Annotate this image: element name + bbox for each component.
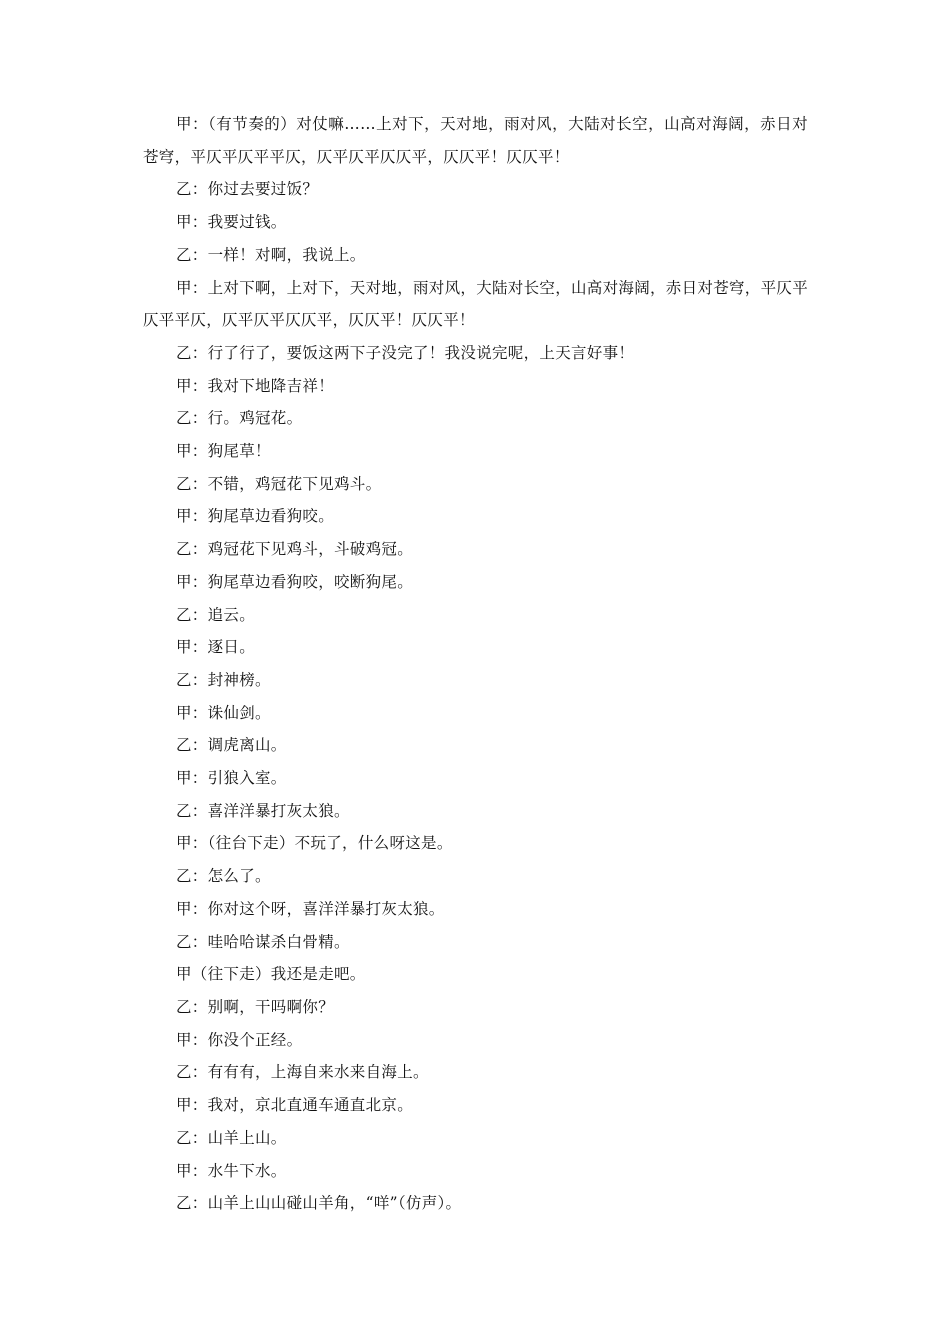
dialogue-line: 甲：诛仙剑。	[176, 703, 271, 722]
dialogue-line: 乙：你过去要过饭？	[176, 180, 319, 199]
dialogue-line: 乙：追云。	[176, 605, 256, 624]
dialogue-line: 乙：有有有，上海自来水来自海上。	[176, 1063, 429, 1082]
dialogue-line: 甲：（往台下走）不玩了，什么呀这是。	[176, 834, 453, 853]
dialogue-line: 乙：别啊，干吗啊你？	[176, 997, 335, 1016]
dialogue-line: 乙：一样！对啊，我说上。	[176, 245, 366, 264]
dialogue-line: 甲：你对这个呀，喜洋洋暴打灰太狼。	[176, 899, 445, 918]
dialogue-line: 乙：行。鸡冠花。	[176, 409, 303, 428]
dialogue-line: 乙：调虎离山。	[176, 736, 287, 755]
dialogue-line: 甲（往下走）我还是走吧。	[176, 965, 366, 984]
document-body	[143, 108, 808, 1220]
dialogue-line: 甲：我要过钱。	[176, 213, 287, 232]
dialogue-line: 乙：山羊上山。	[176, 1128, 287, 1147]
dialogue-line: 甲：水牛下水。	[176, 1161, 287, 1180]
dialogue-line: 乙：封神榜。	[176, 670, 271, 689]
dialogue-line: 乙：行了行了，要饭这两下子没完了！我没说完呢，上天言好事！	[176, 343, 635, 362]
dialogue-line: 甲：狗尾草边看狗咬，咬断狗尾。	[176, 572, 414, 591]
dialogue-line: 甲：（有节奏的）对仗嘛……上对下，天对地，雨对风，大陆对长空，山高对海阔，赤日对苍穹，平仄平仄平平仄，仄平仄平仄仄平，仄仄平！仄仄平！	[143, 115, 808, 166]
dialogue-line: 甲：引狼入室。	[176, 769, 287, 788]
dialogue-line: 乙：鸡冠花下见鸡斗，斗破鸡冠。	[176, 540, 414, 559]
dialogue-line: 乙：哇哈哈谋杀白骨精。	[176, 932, 350, 951]
dialogue-line: 甲：你没个正经。	[176, 1030, 303, 1049]
dialogue-line: 乙：喜洋洋暴打灰太狼。	[176, 801, 350, 820]
dialogue-line: 甲：上对下啊，上对下，天对地，雨对风，大陆对长空，山高对海阔，赤日对苍穹，平仄平仄平平仄，仄平仄平仄仄平，仄仄平！仄仄平！	[143, 278, 809, 330]
dialogue-line: 甲：狗尾草！	[176, 442, 271, 461]
dialogue-line: 甲：狗尾草边看狗咬。	[176, 507, 335, 526]
dialogue-line: 乙：怎么了。	[176, 867, 271, 886]
dialogue-line: 乙：山羊上山山碰山羊角，“咩”（仿声）。	[176, 1194, 462, 1213]
dialogue-line: 甲：我对下地降吉祥！	[176, 376, 335, 395]
dialogue-line: 乙：不错，鸡冠花下见鸡斗。	[176, 474, 382, 493]
dialogue-line: 甲：我对，京北直通车通直北京。	[176, 1096, 414, 1115]
dialogue-line: 甲：逐日。	[176, 638, 256, 657]
